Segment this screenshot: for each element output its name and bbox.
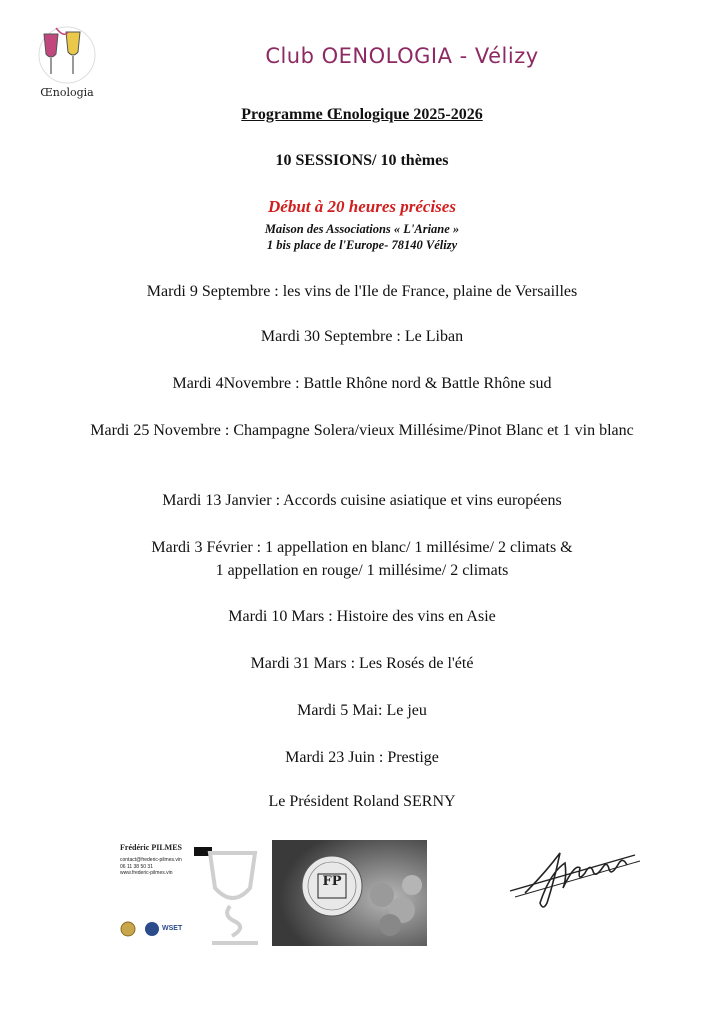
session-item: Mardi 31 Mars : Les Rosés de l'été: [250, 655, 474, 672]
session-item: Mardi 5 Mai: Le jeu: [297, 702, 427, 719]
session-item: Mardi 10 Mars : Histoire des vins en Asie: [228, 608, 496, 625]
venue-name: Maison des Associations « L'Ariane »: [264, 222, 460, 236]
wset-label: WSET: [162, 925, 183, 932]
session-item: Mardi 3 Février : 1 appellation en blanc/ 1 millésime/ 2 climats & 1 appellation en rouge/ 1 millésime/ 2 climats: [151, 539, 573, 579]
card-phone: 06 11 38 50 31: [120, 863, 153, 870]
session-item: Mardi 9 Septembre : les vins de l'Ile de France, plaine de Versailles: [146, 283, 578, 300]
wine-glass-drawing-icon: [200, 848, 270, 948]
club-title: Club OENOLOGIA - Vélizy: [265, 44, 539, 68]
sessions-count: 10 SESSIONS/ 10 thèmes: [275, 152, 449, 169]
session-item: Mardi 4Novembre : Battle Rhône nord & Battle Rhône sud: [172, 375, 552, 392]
session-item: Mardi 23 Juin : Prestige: [285, 749, 439, 766]
president-signature-icon: [505, 833, 645, 913]
card-email[interactable]: contact@frederic-pilmes.vin: [120, 857, 182, 863]
venue-address: [0, 221, 724, 253]
president-signature-line: Le Président Roland SERNY: [268, 793, 456, 810]
medal-icon: [121, 922, 135, 936]
logo-text: Œnologia: [40, 86, 94, 99]
start-time: Début à 20 heures précises: [268, 197, 456, 216]
session-item: Mardi 25 Novembre : Champagne Solera/vieux Millésime/Pinot Blanc et 1 vin blanc: [90, 422, 634, 439]
grapes-photo-with-logo: [272, 840, 427, 946]
session-item: Mardi 13 Janvier : Accords cuisine asiatique et vins européens: [162, 492, 562, 509]
wset-badge-icon: [145, 922, 159, 936]
session-item: Mardi 30 Septembre : Le Liban: [260, 328, 464, 345]
certification-badges: [120, 919, 200, 939]
venue-street: 1 bis place de l'Europe- 78140 Vélizy: [266, 238, 458, 252]
card-website[interactable]: www.frederic-pilmes.vin: [120, 870, 173, 876]
card-name: Frédéric PILMES: [120, 843, 182, 852]
program-title: Programme Œnologique 2025-2026: [241, 106, 483, 123]
photo-monogram: FP: [322, 874, 342, 889]
